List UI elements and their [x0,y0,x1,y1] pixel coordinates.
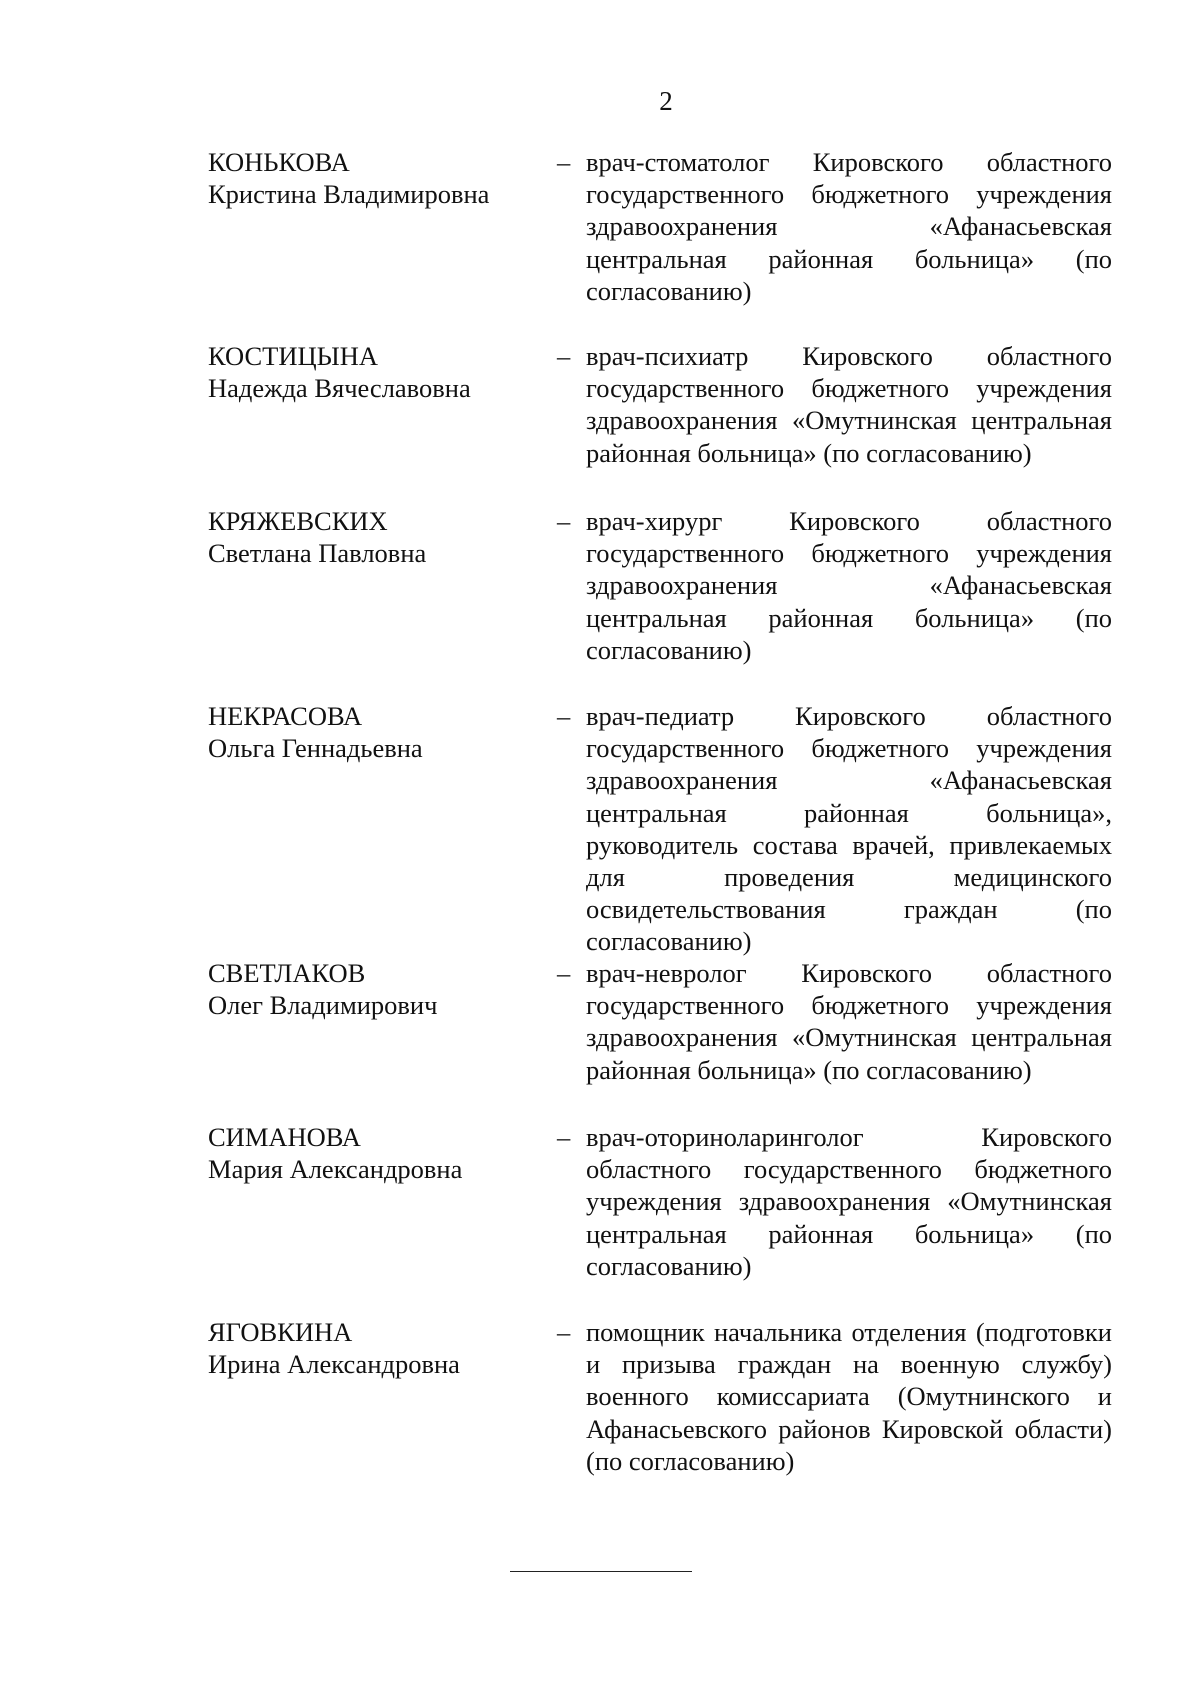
entry-dash: – [557,958,571,988]
member-surname: СВЕТЛАКОВ [208,958,366,988]
member-name [208,1121,538,1185]
member-position: врач-стоматолог Кировского областного государственного бюджетного учреждения здравоохранения «Афанасьевская центральная районная больница» (по согласованию) [586,147,1112,306]
member-surname: НЕКРАСОВА [208,701,363,731]
entry-dash: – [557,506,571,536]
entry-dash: – [557,1317,571,1347]
entry-dash: – [557,341,571,371]
end-of-list-rule [510,1571,692,1572]
member-given-names: Ирина Александровна [208,1349,460,1379]
member-given-names: Ольга Геннадьевна [208,733,423,763]
page-number: 2 [659,86,673,116]
member-given-names: Олег Владимирович [208,990,438,1020]
member-surname: КОНЬКОВА [208,147,350,177]
entry-dash: – [557,701,571,731]
member-name [208,505,538,569]
member-name [208,957,538,1021]
member-position: врач-педиатр Кировского областного государственного бюджетного учреждения здравоохранения «Афанасьевская центральная районная больница», руководитель состава врачей, привлекаемых для проведения медицинского освидетельствования граждан (по согласованию) [586,701,1112,957]
member-surname: КОСТИЦЫНА [208,341,378,371]
entry-dash: – [557,147,571,177]
member-name [208,340,538,404]
member-surname: КРЯЖЕВСКИХ [208,506,388,536]
entry-dash: – [557,1122,571,1152]
member-position: помощник начальника отделения (подготовки и призыва граждан на военную службу) военного комиссариата (Омутнинского и Афанасьевского районов Кировской области) (по согласованию) [586,1317,1112,1476]
member-surname: СИМАНОВА [208,1122,361,1152]
member-surname: ЯГОВКИНА [208,1317,353,1347]
member-position: врач-невролог Кировского областного государственного бюджетного учреждения здравоохранения «Омутнинская центральная районная больница» (по согласованию) [586,958,1112,1085]
member-given-names: Мария Александровна [208,1154,463,1184]
member-given-names: Светлана Павловна [208,538,427,568]
member-position: врач-хирург Кировского областного государственного бюджетного учреждения здравоохранения «Афанасьевская центральная районная больница» (по согласованию) [586,506,1112,665]
member-position: врач-психиатр Кировского областного государственного бюджетного учреждения здравоохранения «Омутнинская центральная районная больница» (по согласованию) [586,341,1112,468]
member-name [208,146,538,210]
member-name [208,700,538,764]
member-given-names: Надежда Вячеславовна [208,373,471,403]
member-given-names: Кристина Владимировна [208,179,490,209]
member-position: врач-оториноларинголог Кировского областного государственного бюджетного учреждения здравоохранения «Омутнинская центральная районная больница» (по согласованию) [586,1122,1112,1281]
member-name [208,1316,538,1380]
